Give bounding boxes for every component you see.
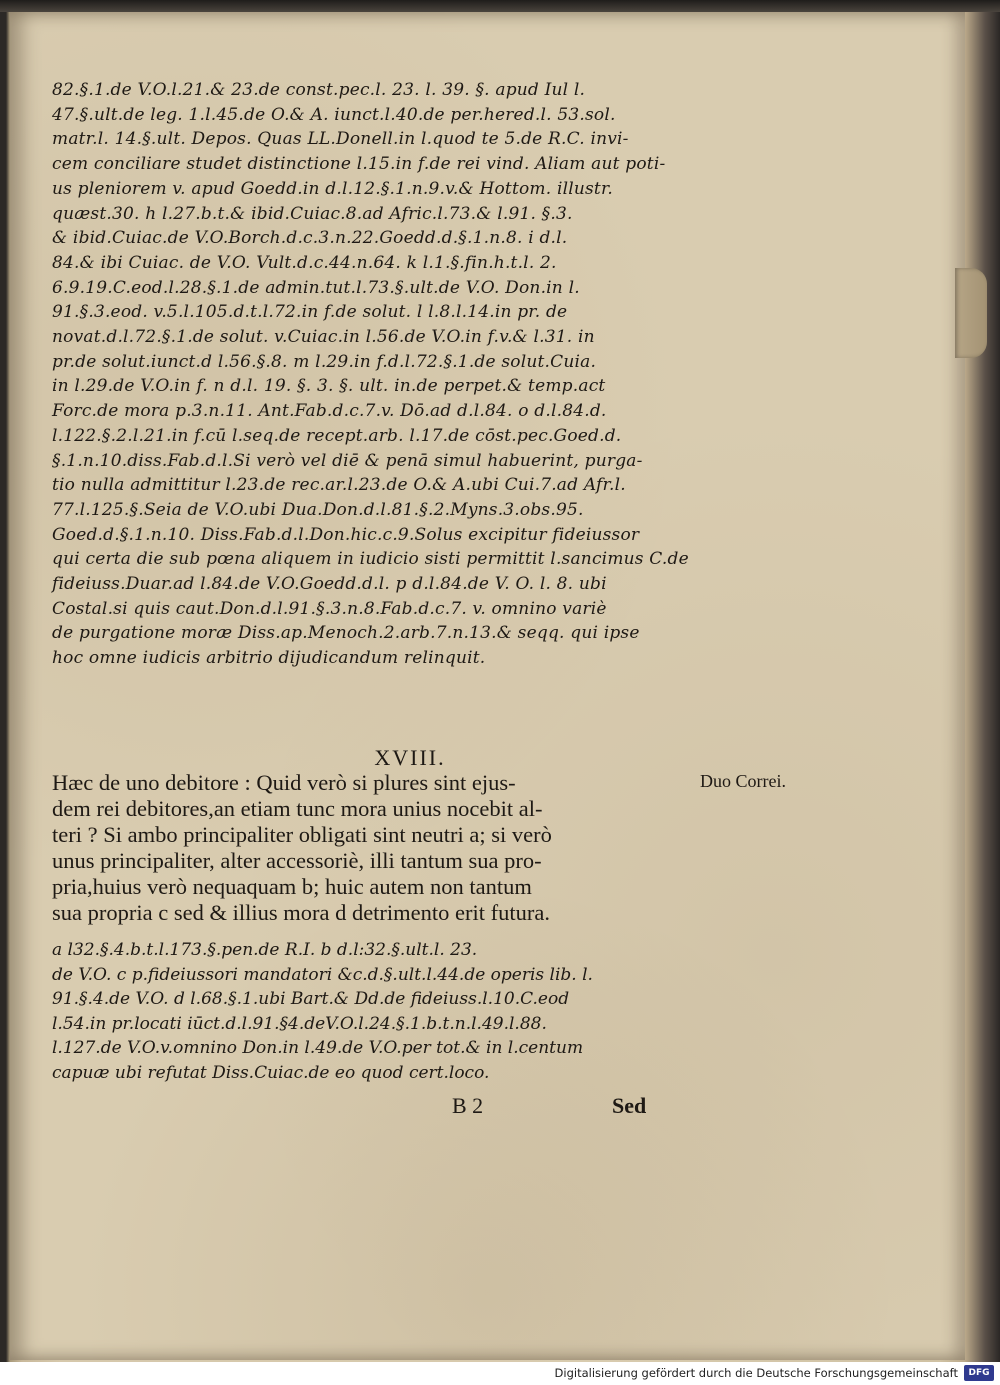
footnote-line: Forc.de mora p.3.n.11. Ant.Fab.d.c.7.v. Dō.ad d.l.84. o d.l.84.d. [52,401,607,422]
footnote-line: de V.O. c p.fideiussori mandatori &c.d.§.ult.l.44.de operis lib. l. [52,964,593,985]
catchword: Sed [612,1093,647,1118]
footer-bar [0,1362,1000,1385]
footer-credit: Digitalisierung gefördert durch die Deutsche Forschungsgemeinschaft [554,1366,958,1380]
footnote-line: l.122.§.2.l.21.in f.cū l.seq.de recept.arb. l.17.de cōst.pec.Goed.d. [52,425,622,446]
footnotes-top [52,78,692,671]
signature-mark: B 2 [452,1093,484,1118]
scan-top-edge [0,0,1000,12]
paragraph-line: teri ? Si ambo principaliter obligati sint neutri a; si verò [52,822,552,847]
footnote-line: pr.de solut.iunct.d l.56.§.8. m l.29.in f.d.l.72.§.1.de solut.Cuia. [52,351,597,372]
footnote-line: tio nulla admittitur l.23.de rec.ar.l.23.de O.& A.ubi Cui.7.ad Afr.l. [52,475,626,496]
footnote-line: 77.l.125.§.Seia de V.O.ubi Dua.Don.d.l.81.§.2.Myns.3.obs.95. [52,499,584,520]
footnote-line: a l32.§.4.b.t.l.173.§.pen.de R.I. b d.l:32.§.ult.l. 23. [52,940,478,960]
paragraph-line: unus principaliter, alter accessoriè, illi tantum sua pro- [52,848,542,873]
footnote-line: 91.§.4.de V.O. d l.68.§.1.ubi Bart.& Dd.de fideiuss.l.10.C.eod [52,989,570,1009]
footnote-line: Costal.si quis caut.Don.d.l.91.§.3.n.8.Fab.d.c.7. v. omnino variè [52,598,607,619]
footnote-line: quæst.30. h l.27.b.t.& ibid.Cuiac.8.ad Afric.l.73.& l.91. §.3. [52,203,573,224]
footnote-line: qui certa die sub pœna aliquem in iudicio sisti permittit l.sancimus C.de [52,549,689,570]
footnote-line: 82.§.1.de V.O.l.21.& 23.de const.pec.l. 23. l. 39. §. apud Iul l. [52,80,586,100]
footnote-line: fideiuss.Duar.ad l.84.de V.O.Goedd.d.l. p d.l.84.de V. O. l. 8. ubi [52,574,607,595]
footnote-line: 6.9.19.C.eod.l.28.§.1.de admin.tut.l.73.§.ult.de V.O. Don.in l. [52,277,580,298]
footnote-line: 84.& ibi Cuiac. de V.O. Vult.d.c.44.n.64. k l.1.§.fin.h.t.l. 2. [52,252,557,273]
footnote-line: & ibid.Cuiac.de V.O.Borch.d.c.3.n.22.Goedd.d.§.1.n.8. i d.l. [52,228,568,249]
footnote-line: 47.§.ult.de leg. 1.l.45.de O.& A. iunct.l.40.de per.hered.l. 53.sol. [52,104,616,125]
footnote-line: matr.l. 14.§.ult. Depos. Quas LL.Donell.in l.quod te 5.de R.C. invi- [52,129,629,150]
paragraph-line: Hæc de uno debitore : Quid verò si plures sint ejus- [52,770,516,795]
paragraph-line: pria,huius verò nequaquam b; huic autem non tantum [52,874,532,899]
footnote-line: hoc omne iudicis arbitrio dijudicandum relinquit. [52,648,486,669]
paragraph-line: dem rei debitores,an etiam tunc mora unius nocebit al- [52,796,543,821]
section-number: XVIII. [374,745,446,770]
footnote-line: 91.§.3.eod. v.5.l.105.d.t.l.72.in f.de solut. l l.8.l.14.in pr. de [52,302,568,323]
footnote-line: capuæ ubi refutat Diss.Cuiac.de eo quod cert.loco. [52,1062,490,1083]
paragraph-line: sua propria c sed & illius mora d detrimento erit futura. [52,900,550,925]
footnote-line: Goed.d.§.1.n.10. Diss.Fab.d.l.Don.hic.c.9.Solus excipitur fideiussor [52,524,640,545]
footnotes-bottom [52,938,692,1085]
page-tab-edge [955,268,987,358]
dfg-logo-icon: DFG [964,1365,994,1381]
footnote-line: novat.d.l.72.§.1.de solut. v.Cuiac.in l.56.de V.O.in f.v.& l.31. in [52,327,595,348]
footnote-line: de purgatione moræ Diss.ap.Menoch.2.arb.7.n.13.& seqq. qui ipse [52,623,640,644]
main-paragraph [52,770,692,926]
footnote-line: cem conciliare studet distinctione l.15.in f.de rei vind. Aliam aut poti- [52,154,666,175]
footnote-line: l.127.de V.O.v.omnino Don.in l.49.de V.O.per tot.& in l.centum [52,1038,584,1058]
margin-note: Duo Correi. [700,771,786,791]
footnote-line: us pleniorem v. apud Goedd.in d.l.12.§.1.n.9.v.& Hottom. illustr. [52,178,614,199]
footnote-line: §.1.n.10.diss.Fab.d.l.Si verò vel diē & penā simul habuerint, purga- [52,450,643,471]
footnote-line: in l.29.de V.O.in f. n d.l. 19. §. 3. §. ult. in.de perpet.& temp.act [52,376,606,397]
footnote-line: l.54.in pr.locati iūct.d.l.91.§4.deV.O.l.24.§.1.b.t.n.l.49.l.88. [52,1013,547,1034]
